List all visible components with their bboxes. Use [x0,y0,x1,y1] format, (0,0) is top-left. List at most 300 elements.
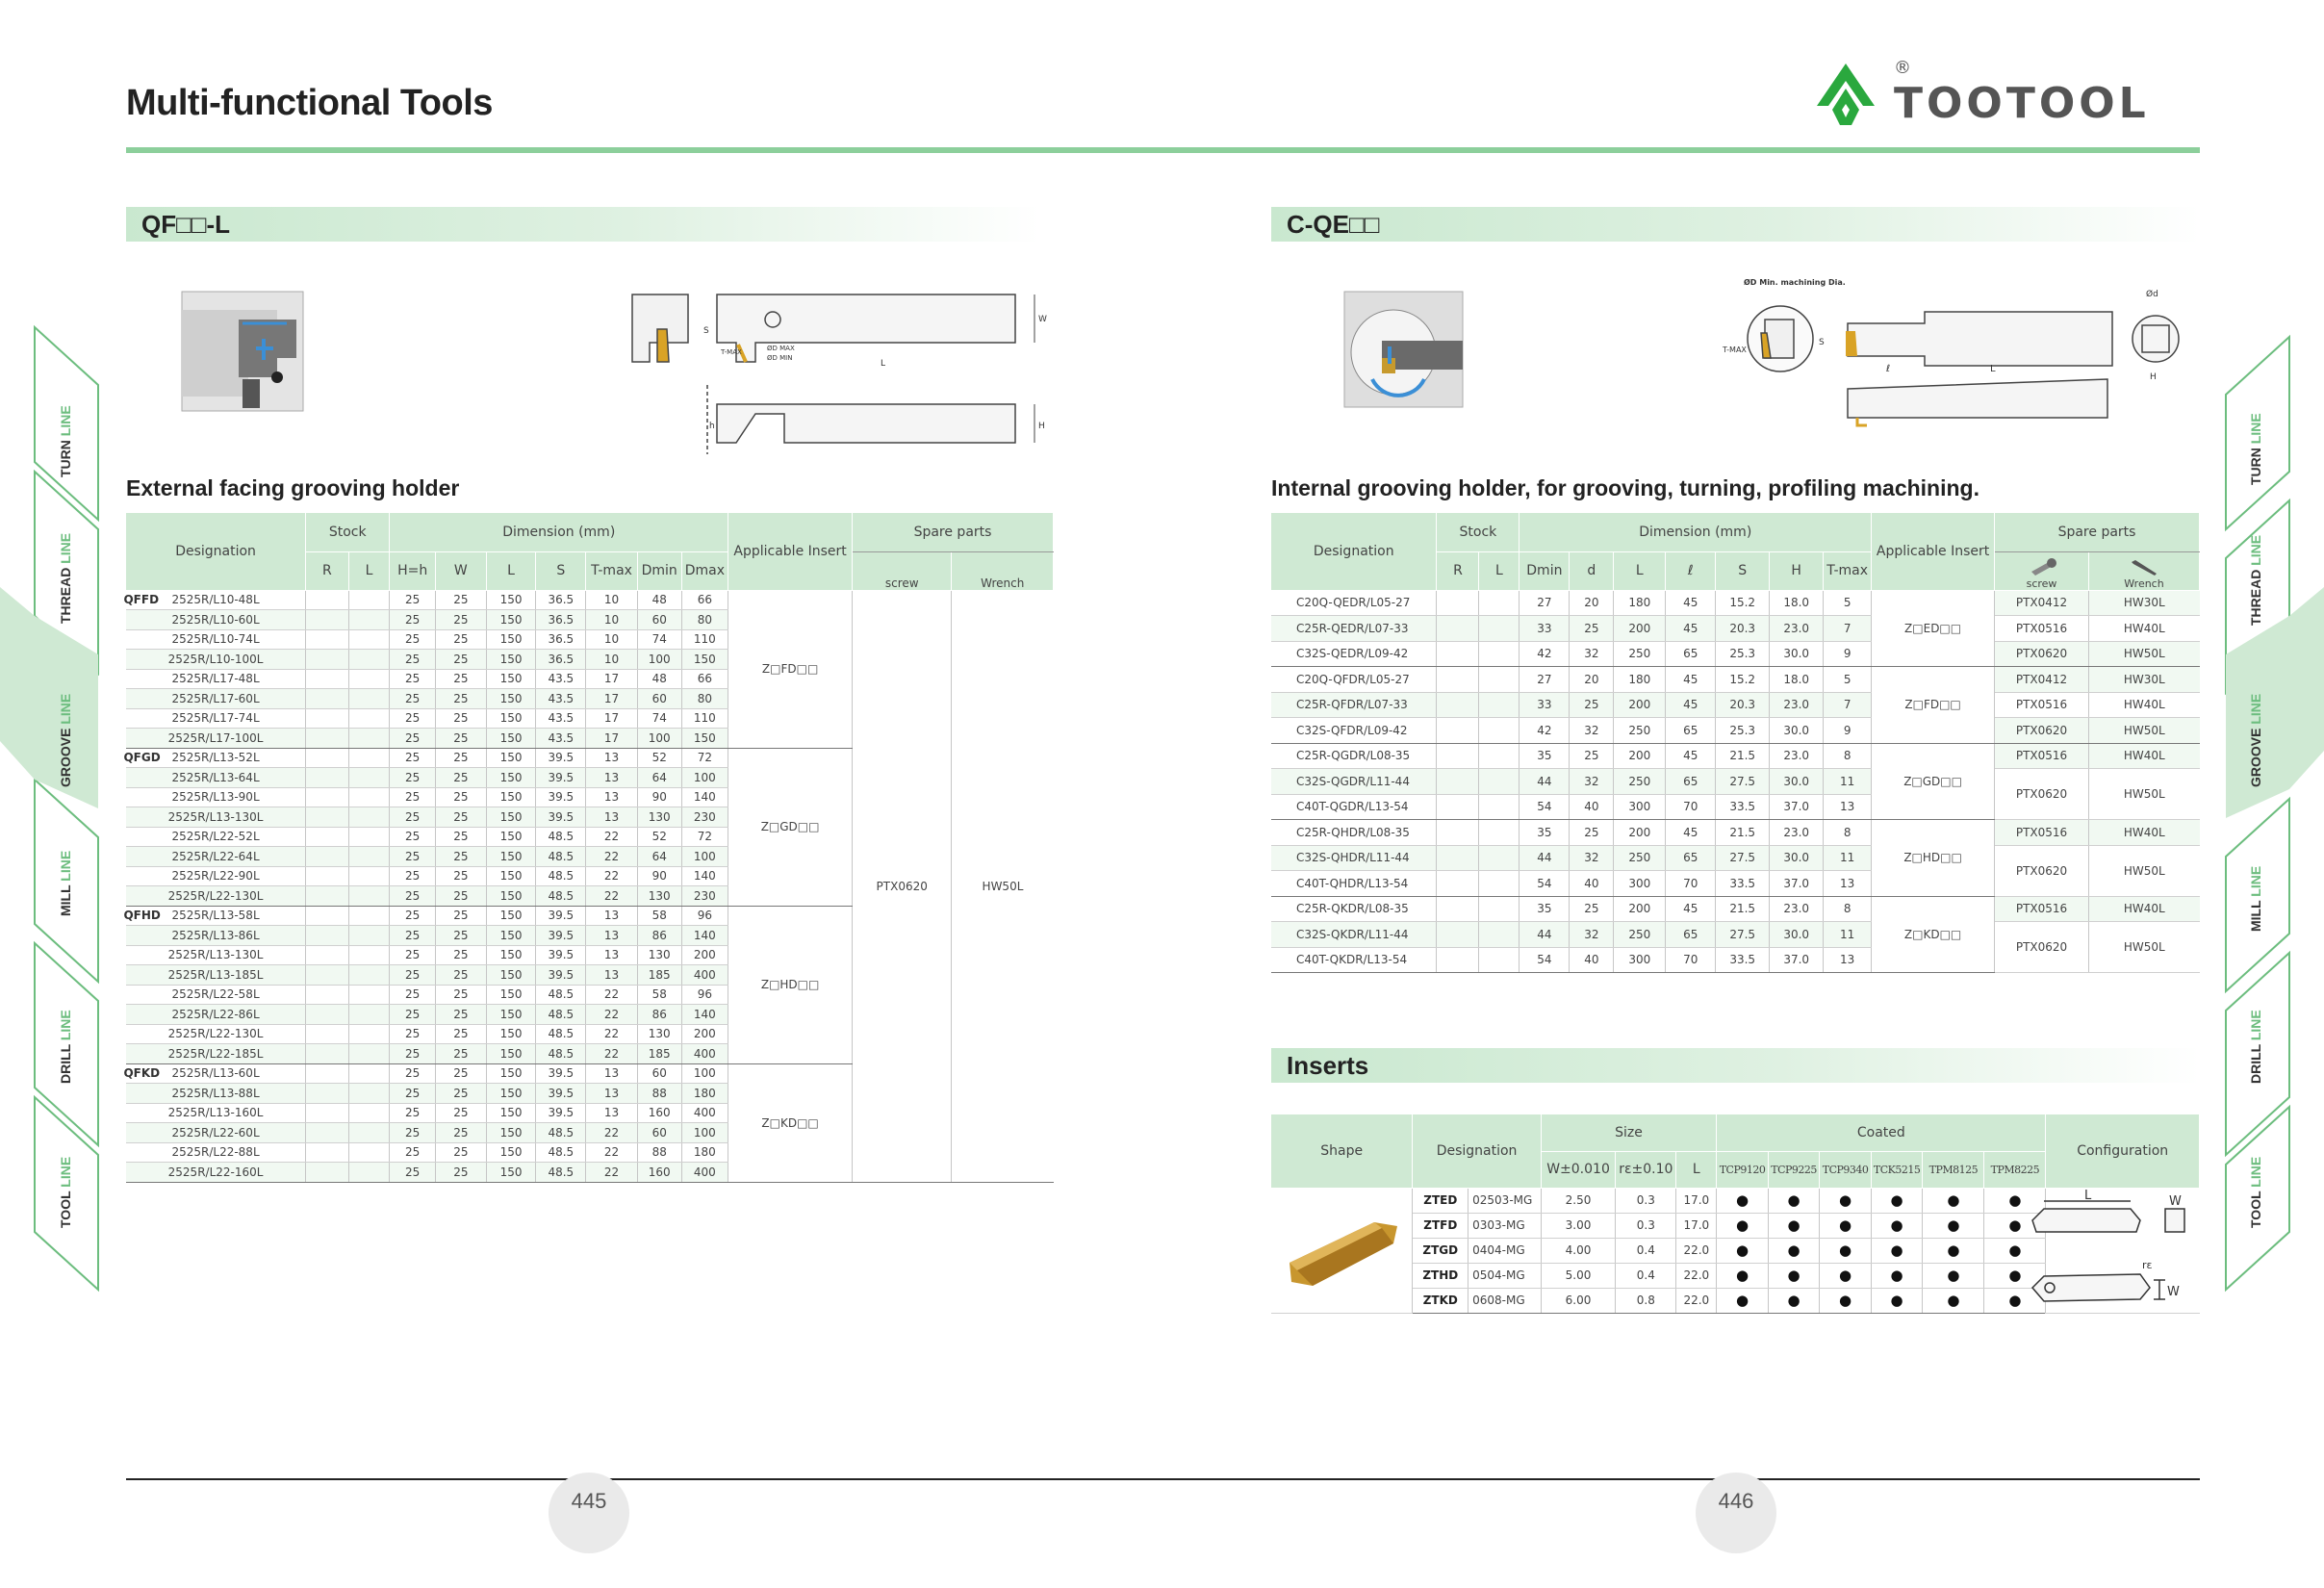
stock-l-cell [1479,820,1520,846]
dimension-cell: 25 [435,1142,486,1163]
dimension-cell: 100 [681,847,728,867]
dimension-cell: 23.0 [1770,743,1824,769]
dimension-cell: 150 [486,1163,536,1183]
tab-label: MILL [2248,900,2263,932]
dim-d: Ød [2146,290,2158,299]
table-row [1271,616,2200,642]
wrench-cell: HW50L [952,590,1054,1182]
designation-code: 2525R/L13-160L [167,1106,264,1120]
dimension-cell: 25 [435,807,486,828]
config-re: rε [2142,1259,2153,1271]
designation-code: 2525R/L22-130L [167,1027,264,1041]
dimension-cell: 20.3 [1716,692,1770,718]
size-cell: 0.3 [1616,1213,1676,1238]
stock-l-cell [348,1123,390,1143]
dimension-cell: 160 [637,1163,681,1183]
dimension-cell: 43.5 [536,729,586,749]
dimension-cell: 80 [681,689,728,709]
col-w: W±0.010 [1541,1151,1616,1188]
dimension-cell: 8 [1824,896,1872,922]
stock-r-cell [306,965,349,986]
dimension-cell: 140 [681,1005,728,1025]
dimension-cell: 20 [1570,590,1614,616]
designation-code: 2525R/L13-90L [171,790,260,805]
dimension-cell: 160 [637,1103,681,1123]
designation-cell [126,669,306,689]
dim-h: H [1038,422,1045,431]
screw-cell: PTX0516 [1995,896,2089,922]
tab-label: DRILL [58,1044,73,1084]
dimension-cell: 150 [486,985,536,1005]
stock-r-cell [306,866,349,886]
tab-label-suffix: LINE [2248,413,2263,448]
dimension-cell: 27.5 [1716,769,1770,795]
dimension-cell: 39.5 [536,1063,586,1084]
dimension-cell: 44 [1520,845,1570,871]
dimension-cell: 150 [486,1084,536,1104]
dimension-cell: 33.5 [1716,871,1770,897]
dimension-cell: 39.5 [536,768,586,788]
stock-l-cell [348,689,390,709]
grade-dot: ● [1820,1288,1872,1313]
grade-dot: ● [1717,1288,1769,1313]
section-band-inserts: Inserts [1271,1048,2200,1083]
page-number-left: 445 [549,1473,629,1553]
dimension-cell: 48.5 [536,847,586,867]
dimension-cell: 22 [586,886,638,907]
insert-series: ZTED [1413,1188,1468,1213]
grade-dot: ● [1717,1263,1769,1288]
dim-l-small: ℓ [1886,364,1891,374]
dimension-cell: 250 [1614,845,1666,871]
dimension-cell: 150 [486,610,536,630]
screw-cell: PTX0620 [1995,641,2089,667]
dimension-cell: 90 [637,787,681,807]
stock-l-cell [1479,667,1520,693]
dimension-cell: 13 [586,906,638,926]
stock-l-cell [1479,871,1520,897]
dimension-cell: 86 [637,1005,681,1025]
stock-r-cell [306,807,349,828]
dimension-cell: 65 [1666,718,1716,744]
designation-code: 2525R/L13-130L [167,809,264,824]
designation-cell [126,1044,306,1064]
insert-code: 0504-MG [1468,1263,1542,1288]
designation-cell: C32S-QFDR/L09-42 [1271,718,1437,744]
tab-drill-line-right[interactable] [2248,1010,2263,1084]
dimension-cell: 48 [637,669,681,689]
tab-label-suffix: LINE [58,850,73,885]
dimension-cell: 150 [486,827,536,847]
dimension-cell: 25 [435,1005,486,1025]
left-table-wrap [123,513,1054,1183]
dimension-cell: 54 [1520,947,1570,973]
table-row [1271,922,2200,948]
applicable-insert-cell: Z□ED□□ [1872,590,1995,667]
dimension-cell: 23.0 [1770,692,1824,718]
dimension-cell: 39.5 [536,807,586,828]
dimension-cell: 39.5 [536,787,586,807]
col-screw: screw [853,551,952,590]
col-tmax: T-max [586,551,638,590]
stock-r-cell [1437,769,1479,795]
dimension-cell: 32 [1570,845,1614,871]
grade-dot: ● [1923,1213,1984,1238]
dimension-cell: 70 [1666,947,1716,973]
grade-dot: ● [1923,1263,1984,1288]
dimension-cell: 48.5 [536,1024,586,1044]
stock-l-cell [1479,616,1520,642]
dimension-cell: 23.0 [1770,616,1824,642]
dimension-cell: 13 [586,1063,638,1084]
designation-cell: C40T-QHDR/L13-54 [1271,871,1437,897]
col-grade: TCP9340 [1820,1151,1872,1188]
dimension-cell: 13 [586,1084,638,1104]
dimension-cell: 45 [1666,896,1716,922]
dimension-cell: 21.5 [1716,743,1770,769]
internal-holder-photo [1343,291,1464,408]
dimension-cell: 25 [435,1123,486,1143]
designation-code: 2525R/L22-52L [171,830,260,844]
stock-r-cell [306,650,349,670]
col-screw [1995,551,2089,590]
dimension-cell: 27 [1520,590,1570,616]
wrench-cell: HW50L [2088,922,2199,973]
grade-dot: ● [1768,1188,1820,1213]
dimension-cell: 22 [586,827,638,847]
designation-cell [126,787,306,807]
dimension-cell: 80 [681,610,728,630]
insert-series: ZTHD [1413,1263,1468,1288]
dimension-cell: 25.3 [1716,718,1770,744]
dimension-cell: 64 [637,768,681,788]
table-row [1271,743,2200,769]
designation-prefix: QFFD [123,593,160,607]
grade-dot: ● [1871,1213,1923,1238]
dimension-cell: 150 [486,1103,536,1123]
insert-code: 02503-MG [1468,1188,1542,1213]
col-dimension: Dimension (mm) [390,513,728,551]
designation-cell [126,926,306,946]
wrench-cell: HW40L [2088,820,2199,846]
dimension-cell: 400 [681,1163,728,1183]
dimension-cell: 40 [1570,947,1614,973]
col-stock: Stock [1437,513,1520,551]
dimension-cell: 15.2 [1716,590,1770,616]
designation-code: 2525R/L10-100L [167,652,264,666]
designation-code: 2525R/L13-60L [171,1066,260,1081]
dimension-cell: 22 [586,1005,638,1025]
size-cell: 3.00 [1541,1213,1616,1238]
dimension-cell: 22 [586,1123,638,1143]
stock-r-cell [306,886,349,907]
dimension-cell: 150 [486,629,536,650]
applicable-insert-cell: Z□HD□□ [728,906,853,1063]
dimension-cell: 39.5 [536,945,586,965]
designation-prefix: QFHD [123,909,161,923]
col-shape: Shape [1271,1114,1413,1188]
dim-tmax: T-MAX [721,348,742,356]
stock-l-cell [348,748,390,768]
screw-icon [2026,556,2058,577]
dimension-cell: 15.2 [1716,667,1770,693]
stock-r-cell [306,787,349,807]
dimension-cell: 25 [390,590,436,610]
dimension-cell: 30.0 [1770,922,1824,948]
grade-dot: ● [1717,1188,1769,1213]
designation-code: 2525R/L22-130L [167,888,264,903]
insert-series: ZTGD [1413,1238,1468,1263]
dimension-cell: 150 [486,906,536,926]
dimension-cell: 27.5 [1716,845,1770,871]
dimension-cell: 25 [390,629,436,650]
dimension-cell: 25 [1570,743,1614,769]
dimension-cell: 10 [586,610,638,630]
col-grade: TCP9225 [1768,1151,1820,1188]
dimension-cell: 150 [486,1024,536,1044]
dimension-cell: 44 [1520,769,1570,795]
grade-dot: ● [1984,1263,2046,1288]
dimension-cell: 37.0 [1770,794,1824,820]
dimension-cell: 25 [435,650,486,670]
tab-thread-line-right[interactable] [2248,535,2263,626]
wrench-icon [2128,556,2160,577]
stock-l-cell [348,866,390,886]
tab-groove-line-right[interactable] [2248,694,2263,787]
stock-r-cell [1437,794,1479,820]
col-spare-parts: Spare parts [1995,513,2200,551]
dimension-cell: 25 [390,985,436,1005]
stock-l-cell [348,945,390,965]
dimension-cell: 25 [435,708,486,729]
table-row [126,590,1054,610]
insert-series: ZTKD [1413,1288,1468,1313]
dimension-cell: 400 [681,965,728,986]
table-row [1271,820,2200,846]
tab-label: TOOL [2248,1191,2263,1228]
tab-label-suffix: LINE [2248,1010,2263,1045]
tab-tool-line-left[interactable] [58,1157,73,1228]
tab-mill-line-left[interactable] [58,851,73,916]
col-designation: Designation [126,513,306,590]
dimension-cell: 37.0 [1770,947,1824,973]
insert-photo [1286,1215,1401,1292]
dimension-cell: 5 [1824,590,1872,616]
dimension-cell: 25.3 [1716,641,1770,667]
dimension-cell: 25 [390,1163,436,1183]
designation-cell: C20Q-QEDR/L05-27 [1271,590,1437,616]
designation-code: 2525R/L13-64L [171,770,260,784]
dimension-cell: 140 [681,926,728,946]
dimension-cell: 250 [1614,769,1666,795]
dimension-cell: 100 [681,768,728,788]
tab-turn-line-left[interactable] [58,405,73,477]
stock-r-cell [306,768,349,788]
dim-dmax: ØD MAX [767,345,795,352]
tab-groove-line-left[interactable] [58,694,73,787]
dimension-cell: 25 [390,689,436,709]
col-designation: Designation [1271,513,1437,590]
dimension-cell: 150 [486,1063,536,1084]
dimension-cell: 25 [390,1103,436,1123]
dimension-cell: 86 [637,926,681,946]
screw-cell: PTX0516 [1995,616,2089,642]
stock-l-cell [348,965,390,986]
tab-turn-line-right[interactable] [2248,413,2263,485]
stock-r-cell [1437,922,1479,948]
facing-holder-drawing [630,289,1047,454]
grade-dot: ● [1984,1238,2046,1263]
dimension-cell: 18.0 [1770,667,1824,693]
stock-r-cell [306,1142,349,1163]
dimension-cell: 25 [435,729,486,749]
dimension-cell: 60 [637,1123,681,1143]
dimension-cell: 33.5 [1716,947,1770,973]
designation-cell [123,1063,306,1084]
designation-cell [126,729,306,749]
dimension-cell: 8 [1824,743,1872,769]
dimension-cell: 18.0 [1770,590,1824,616]
stock-l-cell [1479,769,1520,795]
stock-r-cell [1437,718,1479,744]
insert-code: 0303-MG [1468,1213,1542,1238]
wrench-cell: HW30L [2088,590,2199,616]
dimension-cell: 185 [637,965,681,986]
screw-cell: PTX0516 [1995,743,2089,769]
stock-l-cell [348,1024,390,1044]
dimension-cell: 13 [586,787,638,807]
grade-dot: ● [1768,1263,1820,1288]
designation-code: 2525R/L22-88L [171,1145,260,1160]
dimension-cell: 25 [435,1044,486,1064]
dimension-cell: 32 [1570,718,1614,744]
col-r: R [306,551,349,590]
dimension-cell: 200 [1614,692,1666,718]
dimension-cell: 48.5 [536,1044,586,1064]
dimension-cell: 25 [435,768,486,788]
stock-l-cell [348,985,390,1005]
stock-r-cell [306,708,349,729]
dimension-cell: 13 [586,807,638,828]
designation-cell [126,985,306,1005]
grade-dot: ● [1820,1188,1872,1213]
dimension-cell: 45 [1666,692,1716,718]
dimension-cell: 25 [435,669,486,689]
dimension-cell: 13 [1824,947,1872,973]
dimension-cell: 25 [390,1142,436,1163]
stock-l-cell [348,729,390,749]
dimension-cell: 150 [486,1142,536,1163]
dimension-cell: 25 [390,965,436,986]
dimension-cell: 130 [637,886,681,907]
dimension-cell: 25 [390,1063,436,1084]
col-dimension: Dimension (mm) [1520,513,1872,551]
size-cell: 0.4 [1616,1238,1676,1263]
dimension-cell: 36.5 [536,590,586,610]
tab-label: THREAD [58,567,73,624]
stock-l-cell [348,807,390,828]
stock-l-cell [348,906,390,926]
tab-label-suffix: LINE [58,532,73,568]
size-cell: 22.0 [1676,1263,1717,1288]
dimension-cell: 25 [390,886,436,907]
tab-tool-line-right[interactable] [2248,1157,2263,1228]
dimension-cell: 25 [390,708,436,729]
dimension-cell: 45 [1666,667,1716,693]
designation-cell [126,708,306,729]
dimension-cell: 70 [1666,871,1716,897]
dimension-cell: 25 [435,1063,486,1084]
dimension-cell: 96 [681,906,728,926]
stock-l-cell [348,1063,390,1084]
tab-label: TURN [2248,448,2263,485]
dimension-cell: 65 [1666,922,1716,948]
dimension-cell: 48.5 [536,886,586,907]
designation-cell [126,1084,306,1104]
applicable-insert-cell: Z□GD□□ [728,748,853,906]
dimension-cell: 40 [1570,794,1614,820]
grade-dot: ● [1923,1188,1984,1213]
dimension-cell: 150 [486,807,536,828]
dimension-cell: 54 [1520,871,1570,897]
dimension-cell: 25 [390,669,436,689]
dimension-cell: 25 [435,787,486,807]
dimension-cell: 13 [586,945,638,965]
dimension-cell: 22 [586,866,638,886]
stock-l-cell [1479,947,1520,973]
dimension-cell: 150 [486,1044,536,1064]
wrench-cell: HW50L [2088,769,2199,820]
applicable-insert-cell: Z□KD□□ [1872,896,1995,973]
stock-r-cell [306,610,349,630]
left-subtitle: External facing grooving holder [126,475,460,500]
dimension-cell: 43.5 [536,689,586,709]
col-d: d [1570,551,1614,590]
designation-cell: C20Q-QFDR/L05-27 [1271,667,1437,693]
dimension-cell: 150 [486,787,536,807]
tab-drill-line-left[interactable] [58,1010,73,1084]
dimension-cell: 180 [1614,590,1666,616]
dimension-cell: 150 [486,590,536,610]
col-screw-label: screw [2026,576,2057,590]
dimension-cell: 43.5 [536,669,586,689]
dimension-cell: 25 [390,650,436,670]
dimension-cell: 100 [637,729,681,749]
dimension-cell: 65 [1666,769,1716,795]
wrench-cell: HW30L [2088,667,2199,693]
dimension-cell: 25 [390,847,436,867]
designation-cell [126,689,306,709]
col-s: S [536,551,586,590]
stock-l-cell [1479,794,1520,820]
dimension-cell: 180 [681,1142,728,1163]
table-row [1271,845,2200,871]
dimension-cell: 17 [586,689,638,709]
col-wrench: Wrench [952,551,1054,590]
grade-dot: ● [1984,1213,2046,1238]
dimension-cell: 48.5 [536,1163,586,1183]
tab-thread-line-left[interactable] [58,533,73,624]
stock-r-cell [306,1123,349,1143]
tab-label: TURN [58,440,73,477]
grade-dot: ● [1820,1263,1872,1288]
tab-mill-line-right[interactable] [2248,866,2263,932]
dimension-cell: 150 [486,1123,536,1143]
dimension-cell: 48.5 [536,866,586,886]
col-grade: TCK5215 [1871,1151,1923,1188]
dimension-cell: 13 [1824,871,1872,897]
dimension-cell: 25 [1570,692,1614,718]
